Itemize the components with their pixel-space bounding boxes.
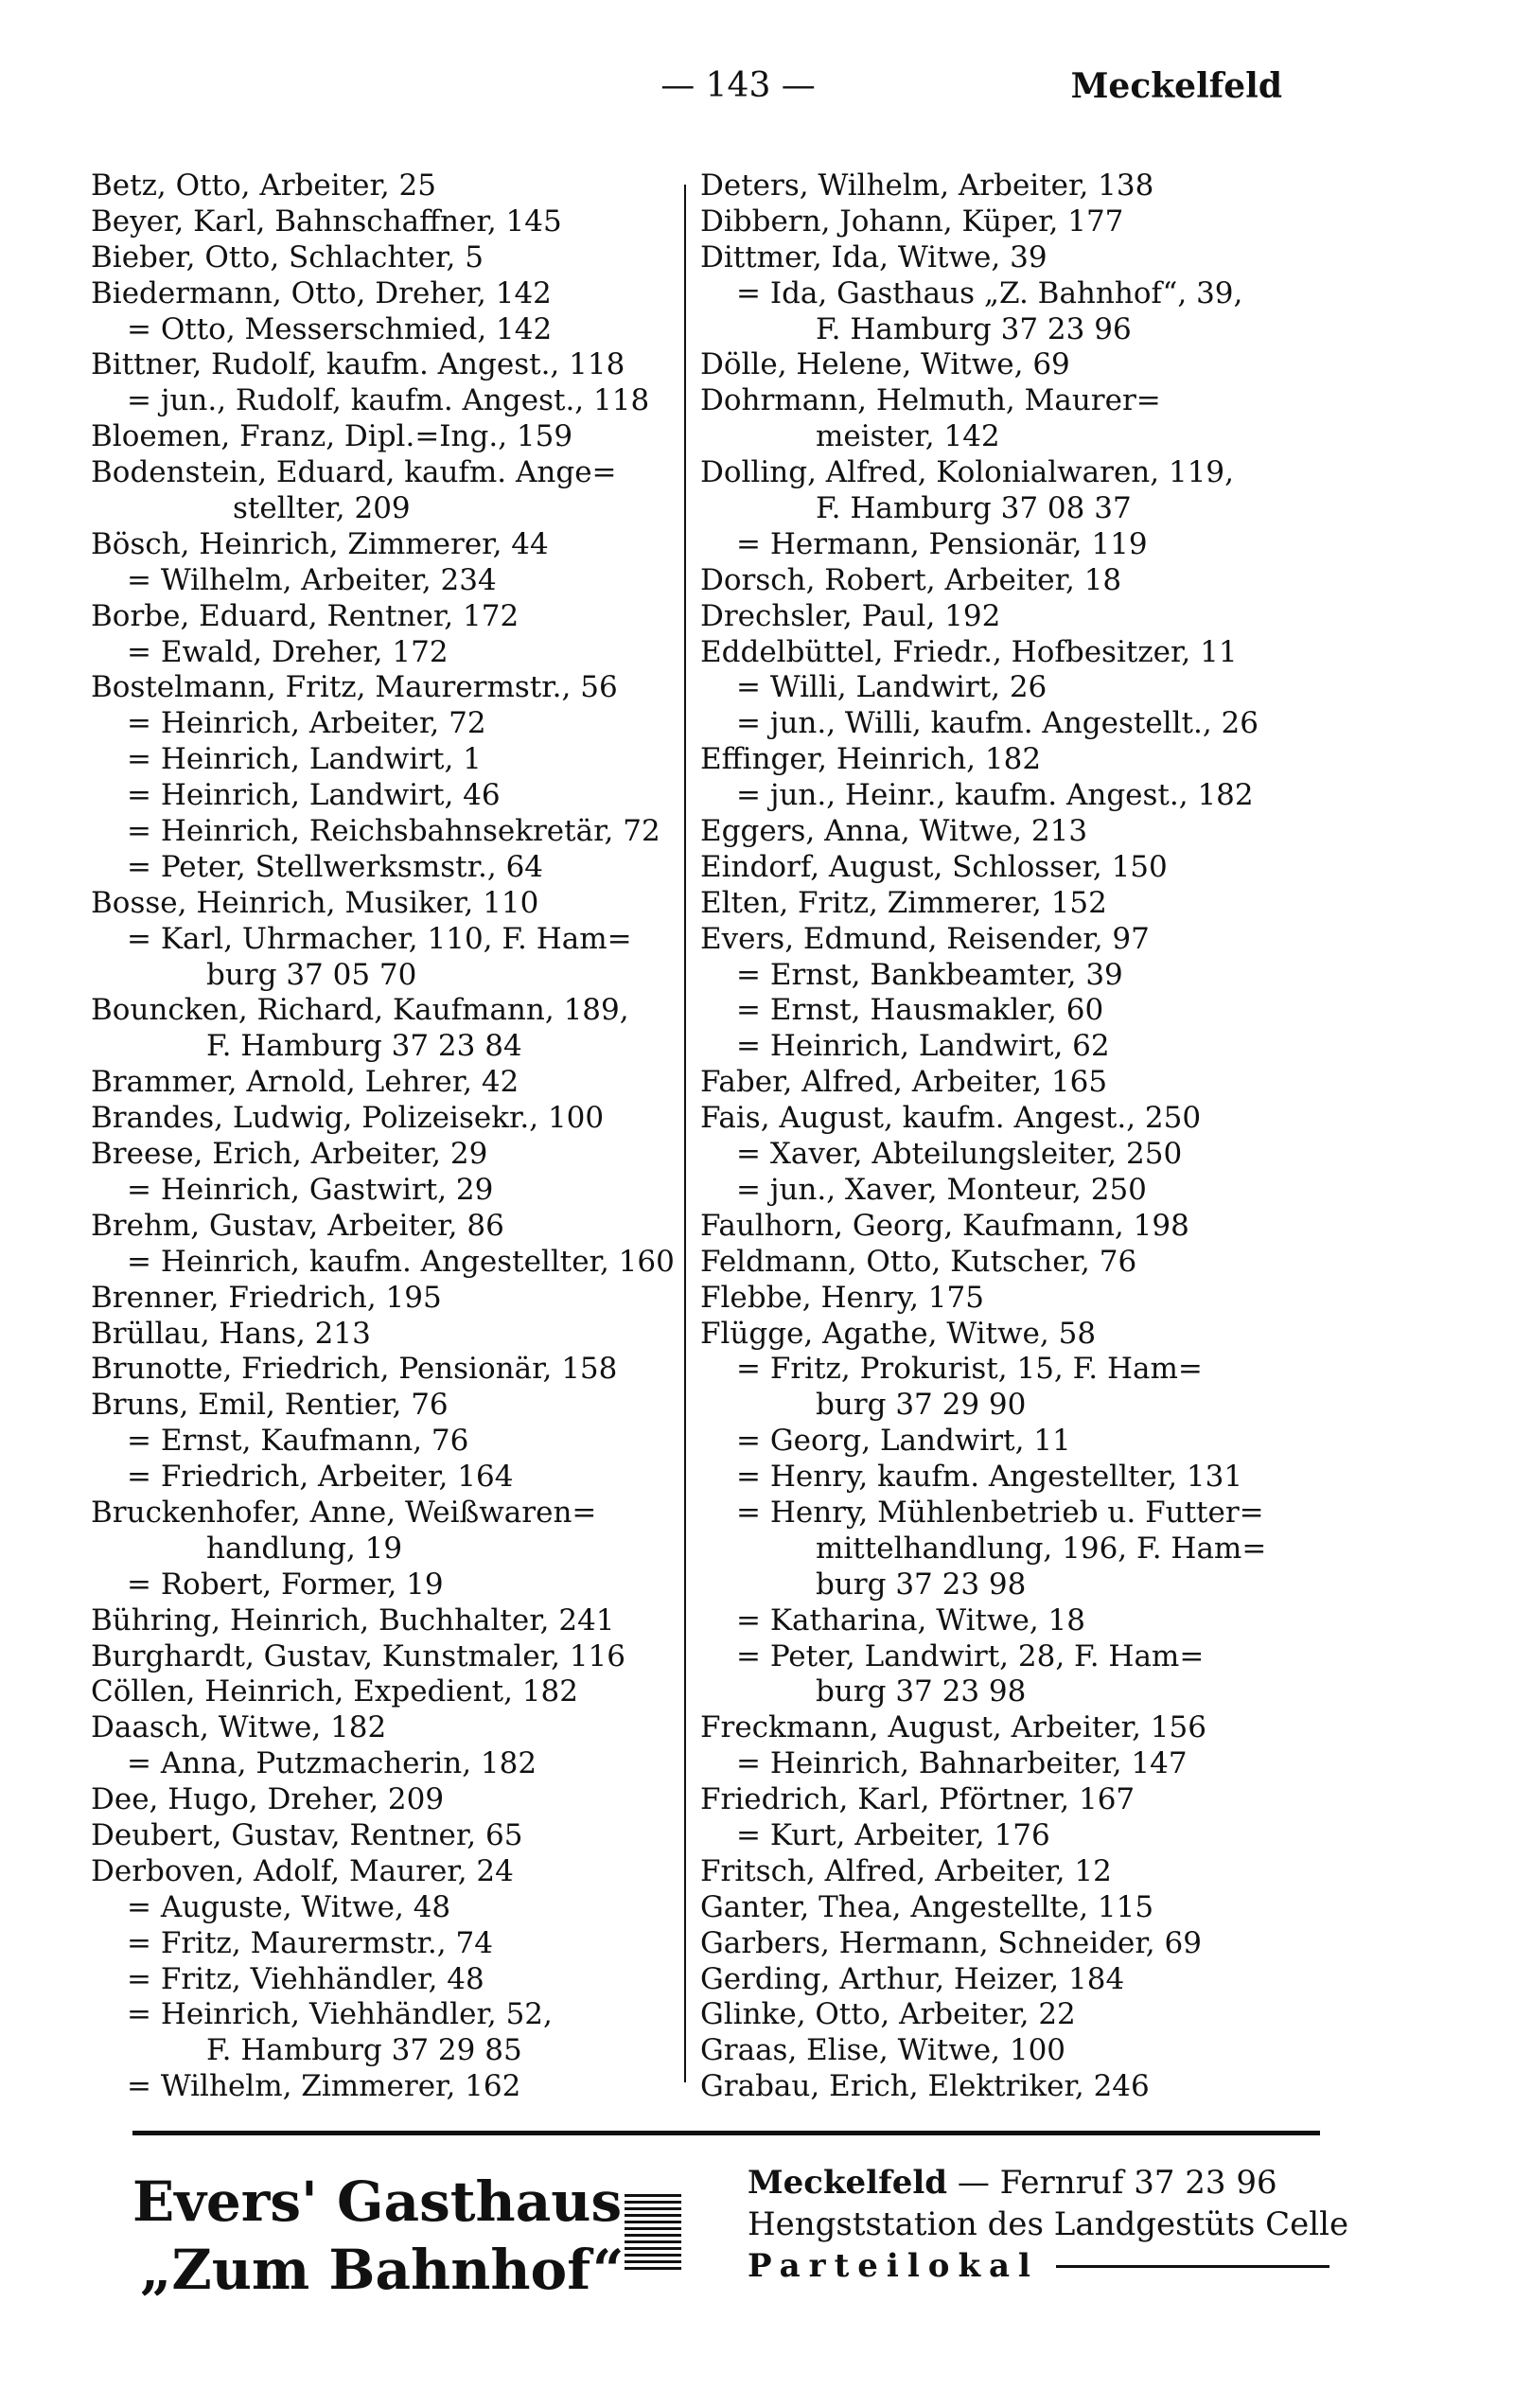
directory-subentry: = Willi, Landwirt, 26 <box>736 670 1047 705</box>
directory-subentry: = Heinrich, Viehhändler, 52, <box>127 1997 553 2032</box>
directory-entry: Deubert, Gustav, Rentner, 65 <box>91 1817 523 1852</box>
directory-subentry: = Peter, Stellwerksmstr., 64 <box>127 849 544 884</box>
directory-entry: Drechsler, Paul, 192 <box>700 598 1001 633</box>
directory-subentry: = Ernst, Bankbeamter, 39 <box>736 957 1123 992</box>
directory-subentry: = Ida, Gasthaus „Z. Bahnhof“, 39, <box>736 275 1243 310</box>
directory-entry: Dolling, Alfred, Kolonialwaren, 119, <box>700 455 1234 490</box>
directory-entry: Bloemen, Franz, Dipl.=Ing., 159 <box>91 419 573 454</box>
ornament-lines-icon <box>625 2194 681 2270</box>
directory-entry: Freckmann, August, Arbeiter, 156 <box>700 1710 1206 1745</box>
directory-column-right <box>700 168 1325 2105</box>
directory-continuation: burg 37 29 90 <box>816 1388 1027 1423</box>
directory-subentry: = Heinrich, Reichsbahnsekretär, 72 <box>127 814 660 849</box>
directory-entry: Bösch, Heinrich, Zimmerer, 44 <box>91 526 549 561</box>
advertisement-divider <box>132 2131 1320 2135</box>
directory-entry: Biedermann, Otto, Dreher, 142 <box>91 275 552 310</box>
directory-subentry: = Heinrich, Gastwirt, 29 <box>127 1172 494 1207</box>
directory-entry: Dohrmann, Helmuth, Maurer= <box>700 383 1161 418</box>
directory-entry: Eindorf, August, Schlosser, 150 <box>700 849 1168 884</box>
directory-entry: Beyer, Karl, Bahnschaffner, 145 <box>91 204 562 239</box>
directory-subentry: = Fritz, Viehhändler, 48 <box>127 1961 484 1996</box>
directory-entry: Ganter, Thea, Angestellte, 115 <box>700 1889 1154 1924</box>
directory-entry: Bittner, Rudolf, kaufm. Angest., 118 <box>91 347 625 382</box>
directory-entry: Fritsch, Alfred, Arbeiter, 12 <box>700 1853 1112 1888</box>
directory-subentry: = Heinrich, Landwirt, 46 <box>127 778 501 813</box>
directory-continuation: burg 37 23 98 <box>816 1567 1027 1602</box>
directory-entry: Friedrich, Karl, Pförtner, 167 <box>700 1782 1136 1817</box>
directory-subentry: = Ewald, Dreher, 172 <box>127 634 449 669</box>
directory-subentry: = Henry, kaufm. Angestellter, 131 <box>736 1460 1243 1495</box>
directory-subentry: = Heinrich, Arbeiter, 72 <box>127 706 486 741</box>
advertisement-stud-station: Hengststation des Landgestüts Celle <box>748 2205 1349 2243</box>
directory-subentry: = Heinrich, Landwirt, 62 <box>736 1029 1110 1064</box>
directory-entry: Garbers, Hermann, Schneider, 69 <box>700 1925 1202 1960</box>
directory-continuation: handlung, 19 <box>206 1531 403 1566</box>
directory-entry: Eddelbüttel, Friedr., Hofbesitzer, 11 <box>700 634 1238 669</box>
directory-subentry: = Fritz, Maurermstr., 74 <box>127 1925 493 1960</box>
directory-subentry: = Robert, Former, 19 <box>127 1567 444 1602</box>
advertisement-contact-line <box>748 2162 1329 2204</box>
directory-subentry: = Wilhelm, Arbeiter, 234 <box>127 562 497 597</box>
directory-entry: Brenner, Friedrich, 195 <box>91 1280 442 1315</box>
directory-entry: Burghardt, Gustav, Kunstmaler, 116 <box>91 1638 626 1673</box>
directory-subentry: = Heinrich, Landwirt, 1 <box>127 742 482 777</box>
directory-entry: Dittmer, Ida, Witwe, 39 <box>700 239 1047 274</box>
directory-entry: Glinke, Otto, Arbeiter, 22 <box>700 1997 1076 2032</box>
directory-continuation: burg 37 05 70 <box>206 957 417 992</box>
directory-entry: Bostelmann, Fritz, Maurermstr., 56 <box>91 670 618 705</box>
directory-subentry: = Ernst, Kaufmann, 76 <box>127 1424 469 1459</box>
directory-subentry: = Heinrich, kaufm. Angestellter, 160 <box>127 1244 675 1279</box>
directory-entry: Brandes, Ludwig, Polizeisekr., 100 <box>91 1101 605 1136</box>
directory-subentry: = Otto, Messerschmied, 142 <box>127 311 553 346</box>
advertisement-name-block <box>132 2168 625 2304</box>
directory-entry: Feldmann, Otto, Kutscher, 76 <box>700 1244 1137 1279</box>
directory-subentry: = jun., Heinr., kaufm. Angest., 182 <box>736 778 1254 813</box>
directory-entry: Grabau, Erich, Elektriker, 246 <box>700 2069 1150 2104</box>
directory-entry: Faber, Alfred, Arbeiter, 165 <box>700 1065 1108 1100</box>
directory-entry: Faulhorn, Georg, Kaufmann, 198 <box>700 1208 1189 1243</box>
directory-continuation: stellter, 209 <box>233 491 411 526</box>
directory-subentry: = Anna, Putzmacherin, 182 <box>127 1746 537 1781</box>
directory-entry: Cöllen, Heinrich, Expedient, 182 <box>91 1674 578 1709</box>
directory-continuation: F. Hamburg 37 23 84 <box>206 1029 522 1064</box>
directory-continuation: F. Hamburg 37 08 37 <box>816 491 1132 526</box>
directory-subentry: = jun., Willi, kaufm. Angestellt., 26 <box>736 706 1259 741</box>
directory-entry: Bosse, Heinrich, Musiker, 110 <box>91 885 539 920</box>
directory-entry: Flügge, Agathe, Witwe, 58 <box>700 1316 1097 1351</box>
directory-subentry: = Peter, Landwirt, 28, F. Ham= <box>736 1638 1205 1673</box>
directory-subentry: = Wilhelm, Zimmerer, 162 <box>127 2069 521 2104</box>
directory-entry: Brammer, Arnold, Lehrer, 42 <box>91 1065 519 1100</box>
directory-entry: Brunotte, Friedrich, Pensionär, 158 <box>91 1352 618 1387</box>
directory-entry: Dee, Hugo, Dreher, 209 <box>91 1782 445 1817</box>
directory-entry: Graas, Elise, Witwe, 100 <box>700 2033 1066 2068</box>
directory-subentry: = jun., Rudolf, kaufm. Angest., 118 <box>127 383 650 418</box>
advertisement-phone: Fernruf 37 23 96 <box>999 2164 1277 2202</box>
directory-entry: Bruckenhofer, Anne, Weißwaren= <box>91 1495 597 1530</box>
directory-entry: Dibbern, Johann, Küper, 177 <box>700 204 1124 239</box>
advertisement-party-venue: Parteilokal <box>748 2247 1039 2285</box>
directory-continuation: F. Hamburg 37 23 96 <box>816 311 1132 346</box>
directory-entry: Breese, Erich, Arbeiter, 29 <box>91 1137 488 1172</box>
advertisement-business-name: Evers' Gasthaus <box>132 2169 623 2234</box>
directory-entry: Fais, August, kaufm. Angest., 250 <box>700 1101 1202 1136</box>
directory-entry: Bühring, Heinrich, Buchhalter, 241 <box>91 1602 615 1638</box>
directory-column-left <box>91 168 678 2105</box>
directory-entry: Brehm, Gustav, Arbeiter, 86 <box>91 1208 504 1243</box>
directory-entry: Bouncken, Richard, Kaufmann, 189, <box>91 993 629 1028</box>
running-head: Meckelfeld <box>1070 66 1282 106</box>
directory-subentry: = Fritz, Prokurist, 15, F. Ham= <box>736 1352 1203 1387</box>
directory-subentry: = Friedrich, Arbeiter, 164 <box>127 1460 514 1495</box>
directory-subentry: = Heinrich, Bahnarbeiter, 147 <box>736 1746 1188 1781</box>
directory-entry: Elten, Fritz, Zimmerer, 152 <box>700 885 1107 920</box>
advertisement-place: Meckelfeld <box>748 2164 948 2202</box>
directory-subentry: = Xaver, Abteilungsleiter, 250 <box>736 1137 1183 1172</box>
directory-subentry: = Ernst, Hausmakler, 60 <box>736 993 1104 1028</box>
directory-subentry: = Kurt, Arbeiter, 176 <box>736 1817 1050 1852</box>
advertisement-details <box>748 2162 1349 2287</box>
directory-entry: Borbe, Eduard, Rentner, 172 <box>91 598 519 633</box>
directory-continuation: burg 37 23 98 <box>816 1674 1027 1709</box>
directory-entry: Bodenstein, Eduard, kaufm. Ange= <box>91 455 617 490</box>
directory-continuation: mittelhandlung, 196, F. Ham= <box>816 1531 1267 1566</box>
page-header <box>0 66 1514 123</box>
advertisement-party-rule <box>1056 2265 1329 2268</box>
advertisement-dash: — <box>957 2164 990 2202</box>
directory-subentry: = Hermann, Pensionär, 119 <box>736 526 1148 561</box>
column-divider <box>684 185 686 2082</box>
directory-subentry: = Katharina, Witwe, 18 <box>736 1602 1085 1638</box>
directory-subentry: = Karl, Uhrmacher, 110, F. Ham= <box>127 921 632 956</box>
directory-entry: Brüllau, Hans, 213 <box>91 1316 371 1351</box>
directory-entry: Dorsch, Robert, Arbeiter, 18 <box>700 562 1122 597</box>
directory-entry: Effinger, Heinrich, 182 <box>700 742 1042 777</box>
directory-subentry: = jun., Xaver, Monteur, 250 <box>736 1172 1147 1207</box>
directory-entry: Eggers, Anna, Witwe, 213 <box>700 814 1088 849</box>
advertisement-party-line <box>748 2245 1329 2287</box>
directory-entry: Deters, Wilhelm, Arbeiter, 138 <box>700 168 1154 203</box>
directory-subentry: = Georg, Landwirt, 11 <box>736 1424 1071 1459</box>
directory-continuation: meister, 142 <box>816 419 1000 454</box>
directory-entry: Betz, Otto, Arbeiter, 25 <box>91 168 437 203</box>
advertisement-business-subtitle: „Zum Bahnhof“ <box>140 2238 625 2302</box>
directory-entry: Bieber, Otto, Schlachter, 5 <box>91 239 484 274</box>
directory-continuation: F. Hamburg 37 29 85 <box>206 2033 522 2068</box>
directory-entry: Bruns, Emil, Rentier, 76 <box>91 1388 449 1423</box>
directory-entry: Dölle, Helene, Witwe, 69 <box>700 347 1070 382</box>
directory-entry: Flebbe, Henry, 175 <box>700 1280 984 1315</box>
directory-entry: Derboven, Adolf, Maurer, 24 <box>91 1853 514 1888</box>
directory-subentry: = Auguste, Witwe, 48 <box>127 1889 451 1924</box>
page-number: — 143 — <box>660 66 816 105</box>
directory-entry: Evers, Edmund, Reisender, 97 <box>700 921 1150 956</box>
directory-entry: Gerding, Arthur, Heizer, 184 <box>700 1961 1125 1996</box>
directory-entry: Daasch, Witwe, 182 <box>91 1710 387 1745</box>
directory-subentry: = Henry, Mühlenbetrieb u. Futter= <box>736 1495 1264 1530</box>
